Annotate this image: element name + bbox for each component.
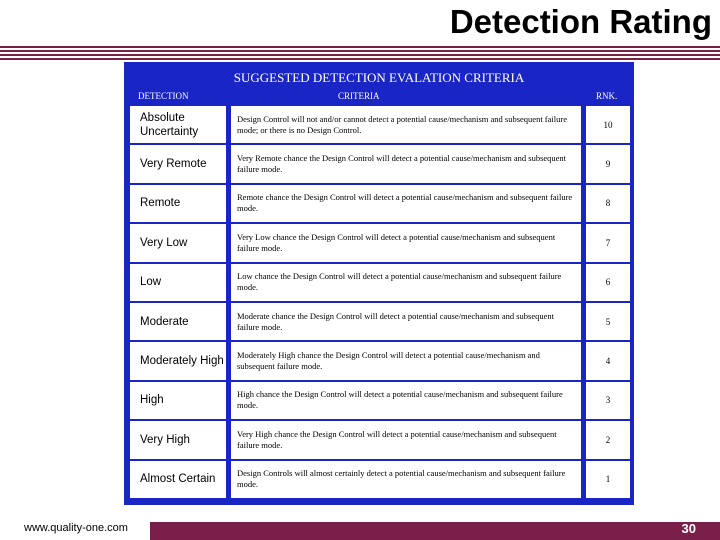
page-number: 30 bbox=[681, 521, 696, 536]
detection-cell: Low bbox=[130, 264, 226, 301]
rank-cell: 10 bbox=[586, 106, 630, 143]
detection-cell: Moderately High bbox=[130, 342, 226, 379]
criteria-cell: Design Controls will almost certainly detect a potential cause/mechanism and subsequent failure mode. bbox=[231, 461, 581, 498]
rank-cell: 7 bbox=[586, 224, 630, 261]
rank-cell: 2 bbox=[586, 421, 630, 458]
header-rank: RNK. bbox=[596, 91, 618, 101]
criteria-cell: Design Control will not and/or cannot detect a potential cause/mechanism and subsequent failure mode; or there is no Design Control. bbox=[231, 106, 581, 143]
header-detection: DETECTION bbox=[138, 91, 189, 101]
detection-cell: Moderate bbox=[130, 303, 226, 340]
rank-cell: 1 bbox=[586, 461, 630, 498]
criteria-cell: Low chance the Design Control will detect a potential cause/mechanism and subsequent failure mode. bbox=[231, 264, 581, 301]
detection-cell: High bbox=[130, 382, 226, 419]
criteria-cell: Very Remote chance the Design Control will detect a potential cause/mechanism and subsequent failure mode. bbox=[231, 145, 581, 182]
detection-cell: Very Remote bbox=[130, 145, 226, 182]
panel-title: SUGGESTED DETECTION EVALATION CRITERIA bbox=[233, 70, 525, 85]
detection-cell: Almost Certain bbox=[130, 461, 226, 498]
rank-cell: 5 bbox=[586, 303, 630, 340]
rank-cell: 9 bbox=[586, 145, 630, 182]
detection-cell: Very Low bbox=[130, 224, 226, 261]
detection-cell: Remote bbox=[130, 185, 226, 222]
criteria-panel bbox=[124, 62, 634, 505]
footer-url: www.quality-one.com bbox=[24, 522, 128, 534]
rank-cell: 6 bbox=[586, 264, 630, 301]
header-criteria: CRITERIA bbox=[338, 91, 380, 101]
criteria-cell: Very High chance the Design Control will detect a potential cause/mechanism and subsequent failure mode. bbox=[231, 421, 581, 458]
criteria-cell: Moderate chance the Design Control will detect a potential cause/mechanism and subsequent failure mode. bbox=[231, 303, 581, 340]
slide-title: Detection Rating bbox=[449, 3, 712, 40]
criteria-table bbox=[130, 106, 630, 498]
rank-cell: 4 bbox=[586, 342, 630, 379]
criteria-cell: Moderately High chance the Design Control will detect a potential cause/mechanism and subsequent failure mode. bbox=[231, 342, 581, 379]
criteria-cell: Very Low chance the Design Control will detect a potential cause/mechanism and subsequent failure mode. bbox=[231, 224, 581, 261]
criteria-cell: High chance the Design Control will detect a potential cause/mechanism and subsequent failure mode. bbox=[231, 382, 581, 419]
title-rule bbox=[0, 46, 720, 60]
criteria-cell: Remote chance the Design Control will detect a potential cause/mechanism and subsequent failure mode. bbox=[231, 185, 581, 222]
rank-cell: 8 bbox=[586, 185, 630, 222]
detection-cell: Absolute Uncertainty bbox=[130, 106, 226, 143]
detection-cell: Very High bbox=[130, 421, 226, 458]
rank-cell: 3 bbox=[586, 382, 630, 419]
